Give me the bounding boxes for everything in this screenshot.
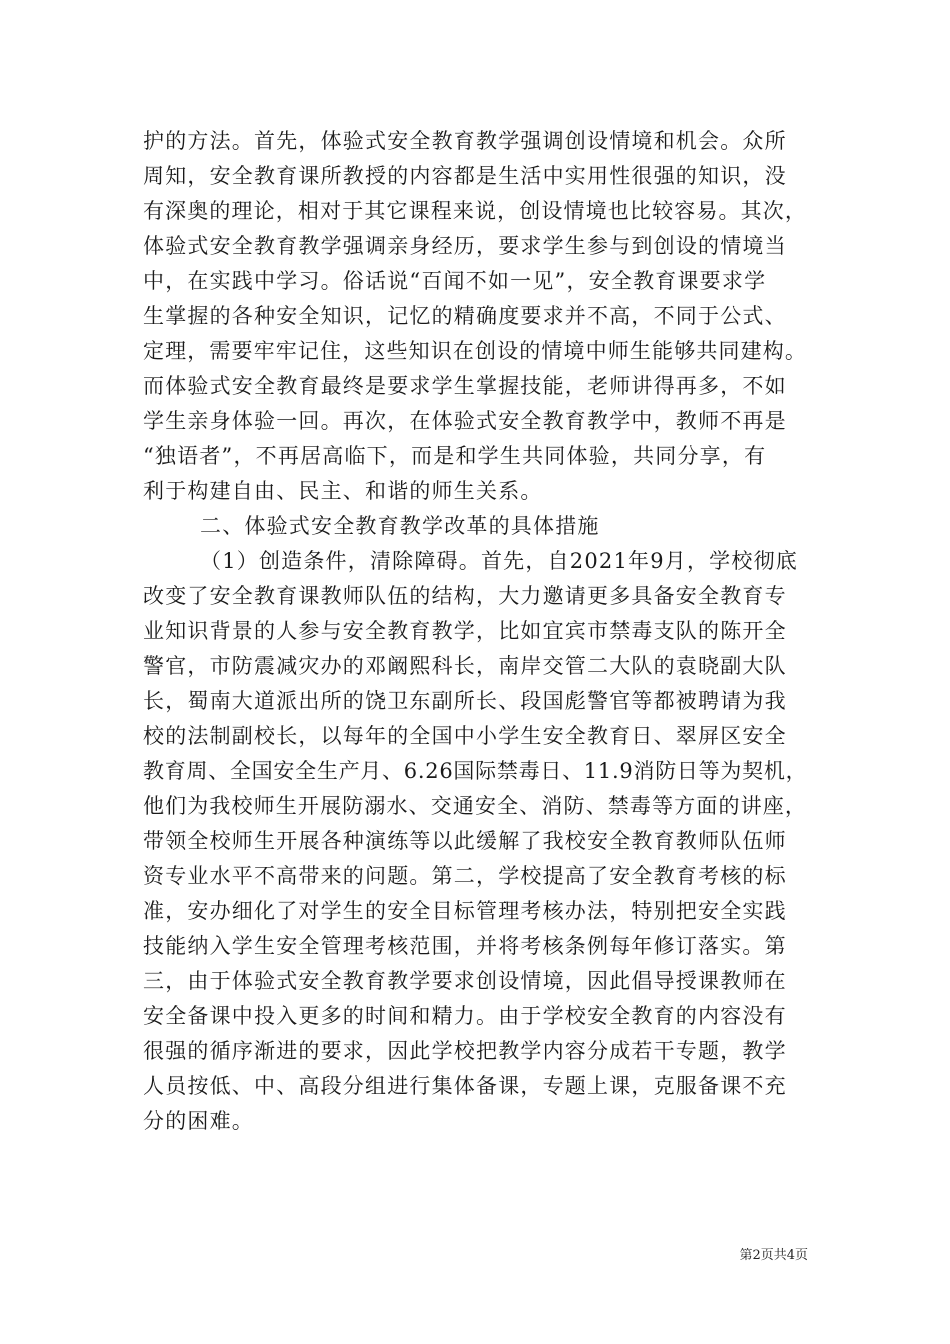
text-line: 分的困难。 (143, 1109, 254, 1133)
text-line: 带领全校师生开展各种演练等以此缓解了我校安全教育教师队伍师 (143, 829, 787, 853)
text-line: 三，由于体验式安全教育教学要求创设情境，因此倡导授课教师在 (143, 969, 787, 993)
text-line: 校的法制副校长，以每年的全国中小学生安全教育日、翠屏区安全 (143, 724, 787, 748)
text-line: 技能纳入学生安全管理考核范围，并将考核条例每年修订落实。第 (143, 934, 787, 958)
page-number: 第2页共4页 (739, 1248, 808, 1263)
text-line: 有深奥的理论，相对于其它课程来说，创设情境也比较容易。其次， (143, 199, 807, 223)
text-line: 学生亲身体验一回。再次，在体验式安全教育教学中，教师不再是 (143, 409, 787, 433)
text-line: 定理，需要牢牢记住，这些知识在创设的情境中师生能够共同建构。 (143, 339, 807, 363)
text-line: 周知，安全教育课所教授的内容都是生活中实用性很强的知识，没 (143, 164, 787, 188)
text-line: 而体验式安全教育最终是要求学生掌握技能，老师讲得再多，不如 (143, 374, 787, 398)
text-line: 改变了安全教育课教师队伍的结构，大力邀请更多具备安全教育专 (143, 584, 787, 608)
section-heading: 二、体验式安全教育教学改革的具体措施 (200, 514, 600, 538)
text-line: 利于构建自由、民主、和谐的师生关系。 (143, 479, 543, 503)
text-line: 教育周、全国安全生产月、6.26国际禁毒日、11.9消防日等为契机， (143, 759, 808, 783)
text-line: 中，在实践中学习。俗话说“百闻不如一见”，安全教育课要求学 (143, 269, 767, 293)
text-line: 人员按低、中、高段分组进行集体备课，专题上课，克服备课不充 (143, 1074, 787, 1098)
paragraph-start: （1）创造条件，清除障碍。首先，自2021年9月，学校彻底 (200, 549, 798, 573)
text-line: 护的方法。首先，体验式安全教育教学强调创设情境和机会。众所 (143, 129, 787, 153)
text-line: 生掌握的各种安全知识，记忆的精确度要求并不高，不同于公式、 (143, 304, 787, 328)
text-line: “独语者”，不再居高临下，而是和学生共同体验，共同分享，有 (143, 444, 767, 468)
text-line: 安全备课中投入更多的时间和精力。由于学校安全教育的内容没有 (143, 1004, 787, 1028)
text-line: 他们为我校师生开展防溺水、交通安全、消防、禁毒等方面的讲座， (143, 794, 807, 818)
text-line: 准，安办细化了对学生的安全目标管理考核办法，特别把安全实践 (143, 899, 787, 923)
text-line: 业知识背景的人参与安全教育教学，比如宜宾市禁毒支队的陈开全 (143, 619, 787, 643)
text-line: 警官，市防震减灾办的邓阚熙科长，南岸交管二大队的袁晓副大队 (143, 654, 787, 678)
text-line: 体验式安全教育教学强调亲身经历，要求学生参与到创设的情境当 (143, 234, 787, 258)
text-line: 长，蜀南大道派出所的饶卫东副所长、段国彪警官等都被聘请为我 (143, 689, 787, 713)
text-line: 资专业水平不高带来的问题。第二，学校提高了安全教育考核的标 (143, 864, 787, 888)
text-line: 很强的循序渐进的要求，因此学校把教学内容分成若干专题，教学 (143, 1039, 787, 1063)
